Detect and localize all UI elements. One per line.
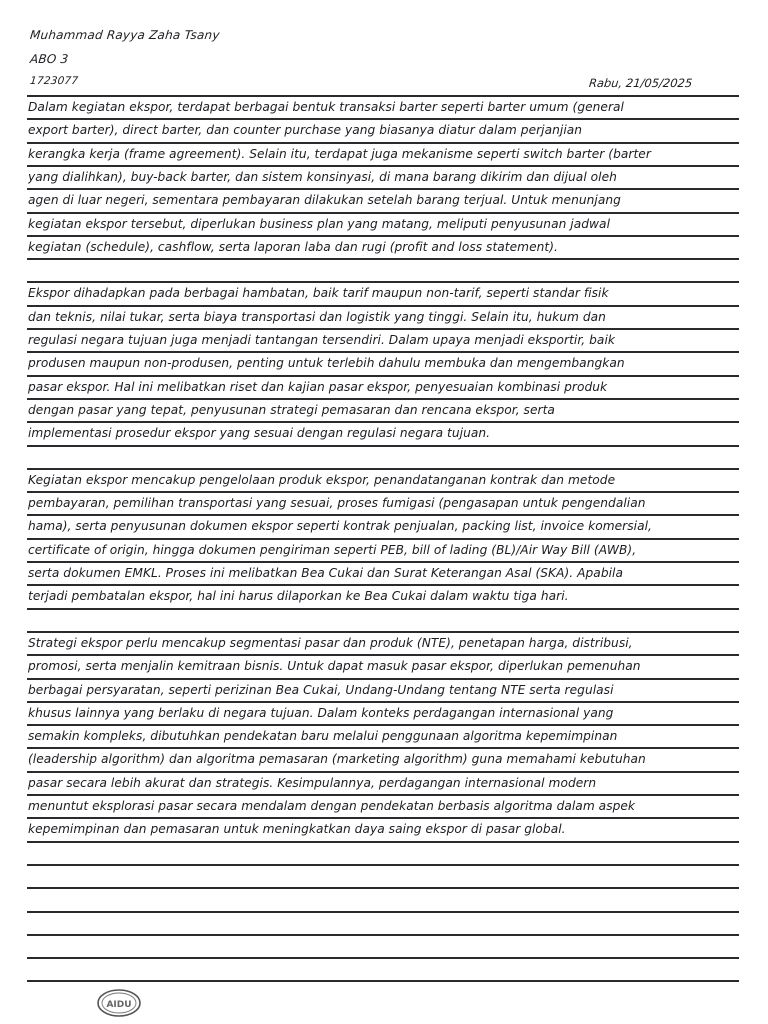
text-line: certificate of origin, hingga dokumen pengiriman seperti PEB, bill of lading (BL)/Air Way Bill (AWB), (28, 542, 637, 557)
ruled-line (27, 514, 739, 516)
text-line: promosi, serta menjalin kemitraan bisnis. Untuk dapat masuk pasar ekspor, diperlukan pemenuhan (28, 659, 641, 674)
text-line: Kegiatan ekspor mencakup pengelolaan produk ekspor, penandatanganan kontrak dan metode (28, 472, 616, 487)
class-label: ABO 3 (29, 52, 70, 66)
text-line: pembayaran, pemilihan transportasi yang sesuai, proses fumigasi (pengasapan untuk pengendalian (28, 496, 646, 511)
text-line: Dalam kegiatan ekspor, terdapat berbagai bentuk transaksi barter seperti barter umum (general (28, 100, 624, 114)
ruled-line (27, 771, 739, 773)
text-line: (leadership algorithm) dan algoritma pemasaran (marketing algorithm) guna memahami kebutuhan (28, 752, 646, 767)
student-id: 1723077 (29, 75, 79, 87)
text-line: implementasi prosedur ekspor yang sesuai dengan regulasi negara tujuan. (28, 426, 491, 441)
text-line: dengan pasar yang tepat, penyusunan strategi pemasaran dan rencana ekspor, serta (28, 402, 555, 417)
ruled-line (27, 375, 739, 377)
text-line: kepemimpinan dan pemasaran untuk meningkatkan daya saing ekspor di pasar global. (28, 822, 566, 837)
text-line: berbagai persyaratan, seperti perizinan Bea Cukai, Undang-Undang tentang NTE serta regulasi (28, 682, 614, 697)
text-line: terjadi pembatalan ekspor, hal ini harus dilaporkan ke Bea Cukai dalam waktu tiga hari. (28, 589, 569, 604)
ruled-line (27, 654, 739, 656)
ruled-line (27, 142, 739, 144)
stamp-logo (96, 988, 142, 1018)
ruled-line (27, 445, 739, 447)
ruled-line (27, 864, 739, 866)
ruled-line (27, 212, 739, 214)
text-line: serta dokumen EMKL. Proses ini melibatkan Bea Cukai dan Surat Keterangan Asal (SKA). Apabila (28, 566, 623, 580)
ruled-line (27, 281, 739, 283)
ruled-line (27, 328, 739, 330)
text-line: semakin kompleks, dibutuhkan pendekatan baru melalui penggunaan algoritma kepemimpinan (28, 729, 618, 744)
text-line: yang dialihkan), buy-back barter, dan sistem konsinyasi, di mana barang dikirim dan dijual oleh (28, 169, 617, 184)
ruled-line (27, 980, 739, 982)
svg-text:AIDU: AIDU (106, 1000, 132, 1010)
ruled-line (27, 235, 739, 237)
text-line: menuntut eksplorasi pasar secara mendalam dengan pendekatan berbasis algoritma dalam aspek (28, 799, 636, 813)
ruled-line (27, 468, 739, 470)
ruled-line (27, 258, 739, 260)
text-line: kerangka kerja (frame agreement). Selain itu, terdapat juga mekanisme seperti switch barter (barter (28, 146, 651, 161)
student-name: Muhammad Rayya Zaha Tsany (29, 28, 221, 42)
ruled-line (27, 934, 739, 936)
text-line: produsen maupun non-produsen, penting untuk terlebih dahulu membuka dan mengembangkan (28, 356, 625, 371)
text-line: agen di luar negeri, sementara pembayaran dilakukan setelah barang terjual. Untuk menunjang (28, 193, 621, 208)
ruled-line (27, 165, 739, 167)
ruled-line (27, 351, 739, 353)
ruled-line (27, 841, 739, 843)
ruled-line (27, 421, 739, 423)
text-line: Ekspor dihadapkan pada berbagai hambatan, baik tarif maupun non-tarif, seperti standar fisik (28, 286, 609, 301)
ruled-line (27, 631, 739, 633)
ruled-line (27, 794, 739, 796)
ruled-line (27, 911, 739, 913)
text-line: dan teknis, nilai tukar, serta biaya transportasi dan logistik yang tinggi. Selain itu, hukum dan (28, 309, 606, 324)
ruled-line (27, 95, 739, 97)
ruled-line (27, 817, 739, 819)
text-line: kegiatan ekspor tersebut, diperlukan business plan yang matang, meliputi penyusunan jadwal (28, 216, 611, 231)
ruled-line (27, 538, 739, 540)
text-line: export barter), direct barter, dan counter purchase yang biasanya diatur dalam perjanjian (28, 123, 583, 138)
ruled-line (27, 887, 739, 889)
text-line: regulasi negara tujuan juga menjadi tantangan tersendiri. Dalam upaya menjadi eksportir, baik (28, 333, 615, 347)
ruled-line (27, 747, 739, 749)
ruled-line (27, 305, 739, 307)
ruled-line (27, 118, 739, 120)
text-line: hama), serta penyusunan dokumen ekspor seperti kontrak penjualan, packing list, invoice komersial, (28, 519, 652, 534)
text-line: Strategi ekspor perlu mencakup segmentasi pasar dan produk (NTE), penetapan harga, distribusi, (28, 635, 633, 650)
ruled-line (27, 608, 739, 610)
ruled-line (27, 561, 739, 563)
ruled-line (27, 188, 739, 190)
ruled-line (27, 398, 739, 400)
ruled-line (27, 584, 739, 586)
text-line: kegiatan (schedule), cashflow, serta laporan laba dan rugi (profit and loss statement). (28, 239, 558, 254)
ruled-line (27, 491, 739, 493)
ruled-line (27, 678, 739, 680)
ruled-line (27, 724, 739, 726)
ruled-line (27, 701, 739, 703)
text-line: pasar ekspor. Hal ini melibatkan riset dan kajian pasar ekspor, penyesuaian kombinasi produk (28, 379, 608, 394)
text-line: khusus lainnya yang berlaku di negara tujuan. Dalam konteks perdagangan internasional yang (28, 705, 614, 720)
date-label: Rabu, 21/05/2025 (588, 76, 693, 90)
text-line: pasar secara lebih akurat dan strategis. Kesimpulannya, perdagangan internasional modern (28, 775, 597, 790)
ruled-line (27, 957, 739, 959)
